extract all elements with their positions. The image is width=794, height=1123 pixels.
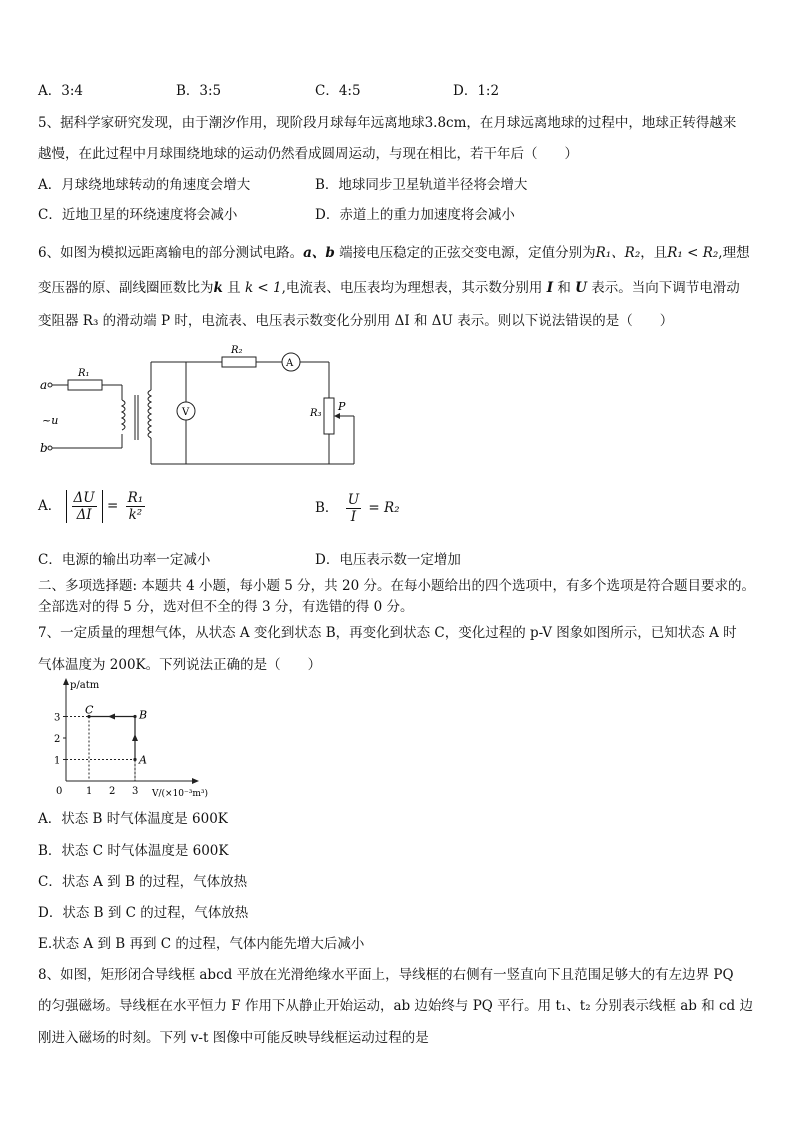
q6-b-den: I xyxy=(350,509,357,525)
q8-line2: 的匀强磁场。导线框在水平恒力 F 作用下从静止开始运动，ab 边始终与 PQ 平行。用 t₁、t₂ 分别表示线框 ab 和 cd 边 xyxy=(38,998,753,1014)
q4-option-d: D．1:2 xyxy=(453,83,500,99)
q7-pv-graph xyxy=(40,676,230,801)
q6-b-num: U xyxy=(347,492,360,508)
q6-stem-u: U xyxy=(575,280,587,296)
arrow-b-to-c xyxy=(108,714,115,720)
q6-b-eq: = R₂ xyxy=(368,500,400,516)
q7-stem-line1: 7、一定质量的理想气体，从状态 A 变化到状态 B，再变化到状态 C，变化过程的 p-V 图象如图所示，已知状态 A 时 xyxy=(38,625,737,641)
point-A xyxy=(133,758,136,761)
section2-line2: 全部选对的得 5 分，选对但不全的得 3 分，有选错的得 0 分。 xyxy=(38,599,414,615)
q6-option-b-label: B． xyxy=(315,500,339,516)
q8-line1: 8、如图，矩形闭合导线框 abcd 平放在光滑绝缘水平面上，导线框的右侧有一竖直向下且范围足够大的有左边界 PQ xyxy=(38,967,734,983)
x-tick-1: 1 xyxy=(86,786,93,797)
circuit-label-p: P xyxy=(338,400,346,413)
q7-option-b: B．状态 C 时气体温度是 600K xyxy=(38,843,229,859)
q6-a-num: ΔU xyxy=(73,490,95,506)
q6-stem-line2-a: 变压器的原、副线圈匝数比为 xyxy=(38,280,214,296)
q6-a-rnum: R₁ xyxy=(127,490,144,506)
q6-a-eq: = xyxy=(106,498,119,514)
q6-stem-line1 xyxy=(38,244,750,262)
q4-option-b: B．3:5 xyxy=(176,83,222,99)
q4-option-c: C．4:5 xyxy=(315,83,361,99)
q6-stem-text-c: ，且 xyxy=(640,245,668,261)
origin-label: 0 xyxy=(56,786,63,797)
circuit-label-r3: R₃ xyxy=(310,408,322,419)
circuit-label-r1: R₁ xyxy=(78,368,90,379)
q5-stem-line1: 5、据科学家研究发现，由于潮汐作用，现阶段月球每年远离地球3.8cm，在月球远离地球的过程中，地球正转得越来 xyxy=(38,115,737,131)
q8-line3: 刚进入磁场的时刻。下列 v-t 图像中可能反映导线框运动过程的是 xyxy=(38,1030,429,1046)
q5-stem-line2: 越慢，在此过程中月球围绕地球的运动仍然看成圆周运动，与现在相比，若干年后（ ） xyxy=(38,146,578,162)
point-B xyxy=(133,715,136,718)
q6-stem-cond: R₁ < R₂ xyxy=(667,245,719,261)
arrow-a-to-b xyxy=(132,734,138,741)
point-label-B: B xyxy=(139,708,148,722)
q7-stem-line2: 气体温度为 200K。下列说法正确的是（ ） xyxy=(38,657,322,673)
q6-option-d: D．电压表示数一定增加 xyxy=(315,552,461,568)
y-tick-2: 2 xyxy=(54,734,61,745)
section2-line1: 二、多项选择题: 本题共 4 小题，每小题 5 分，共 20 分。在每小题给出的四个选项中，有多个选项是符合题目要求的。 xyxy=(38,578,755,594)
circuit-label-r2: R₂ xyxy=(231,345,243,356)
q6-stem-line2-e: 表示。当向下调节电滑动 xyxy=(586,280,740,296)
q6-stem-line2-c: ,电流表、电压表均为理想表，其示数分别用 xyxy=(281,280,547,296)
q6-stem-line3: 变阻器 R₃ 的滑动端 P 时，电流表、电压表示数变化分别用 ΔI 和 ΔU 表示。则以下说法错误的是（ ） xyxy=(38,313,674,329)
q6-stem-text-a: 6、如图为模拟远距离输电的部分测试电路。 xyxy=(38,245,304,261)
resistor-r1 xyxy=(68,380,102,390)
q6-option-a-label: A． xyxy=(38,498,62,514)
x-tick-2: 2 xyxy=(109,786,116,797)
q6-stem-ab: a、b xyxy=(303,245,335,261)
q7-option-c: C．状态 A 到 B 的过程，气体放热 xyxy=(38,874,248,890)
q5-option-a: A．月球绕地球转动的角速度会增大 xyxy=(38,177,251,193)
q5-option-c: C．近地卫星的环绕速度将会减小 xyxy=(38,207,238,223)
voltmeter-label: V xyxy=(182,407,190,418)
x-axis-arrow xyxy=(192,778,199,784)
ammeter-label: A xyxy=(286,358,294,369)
y-axis-arrow xyxy=(63,678,69,685)
y-tick-3: 3 xyxy=(54,712,61,724)
q7-option-d: D．状态 B 到 C 的过程，气体放热 xyxy=(38,905,249,921)
q7-option-a: A．状态 B 时气体温度是 600K xyxy=(38,811,228,827)
q6-stem-i: I xyxy=(546,280,554,296)
q6-circuit-diagram xyxy=(36,340,376,475)
circuit-label-b: b xyxy=(40,441,48,455)
q6-stem-line2 xyxy=(38,279,740,297)
q6-stem-text-d: ,理想 xyxy=(718,245,750,261)
q6-option-c: C．电源的输出功率一定减小 xyxy=(38,552,211,568)
q6-stem-k2: k < 1 xyxy=(244,280,282,296)
rheostat-r3 xyxy=(324,398,334,434)
q7-option-e: E.状态 A 到 B 再到 C 的过程，气体内能先增大后减小 xyxy=(38,936,365,952)
q4-option-a: A．3:4 xyxy=(38,83,83,99)
circuit-label-u: ~u xyxy=(42,414,59,427)
point-label-C: C xyxy=(85,703,94,717)
y-axis-label: p/atm xyxy=(70,680,100,691)
q5-option-d: D．赤道上的重力加速度将会减小 xyxy=(315,207,515,223)
q6-option-b xyxy=(315,492,400,525)
x-axis-label: V/(×10⁻³m³) xyxy=(152,789,209,799)
q6-stem-line2-d: 和 xyxy=(553,280,576,296)
y-tick-1: 1 xyxy=(54,755,61,767)
q6-a-rden: k² xyxy=(128,507,143,523)
q6-stem-line2-b: 且 xyxy=(222,280,245,296)
q6-stem-text-b: 端接电压稳定的正弦交变电源，定值分别为 xyxy=(334,245,596,261)
point-label-A: A xyxy=(139,753,147,767)
q6-a-den: ΔI xyxy=(76,507,92,523)
q6-option-a xyxy=(38,490,148,523)
resistor-r2 xyxy=(222,357,256,367)
q5-option-b: B．地球同步卫星轨道半径将会增大 xyxy=(315,177,528,193)
circuit-label-a: a xyxy=(40,378,48,392)
q6-stem-r: R₁、R₂ xyxy=(595,245,641,261)
x-tick-3: 3 xyxy=(132,786,139,797)
q6-stem-k: k xyxy=(213,280,223,296)
